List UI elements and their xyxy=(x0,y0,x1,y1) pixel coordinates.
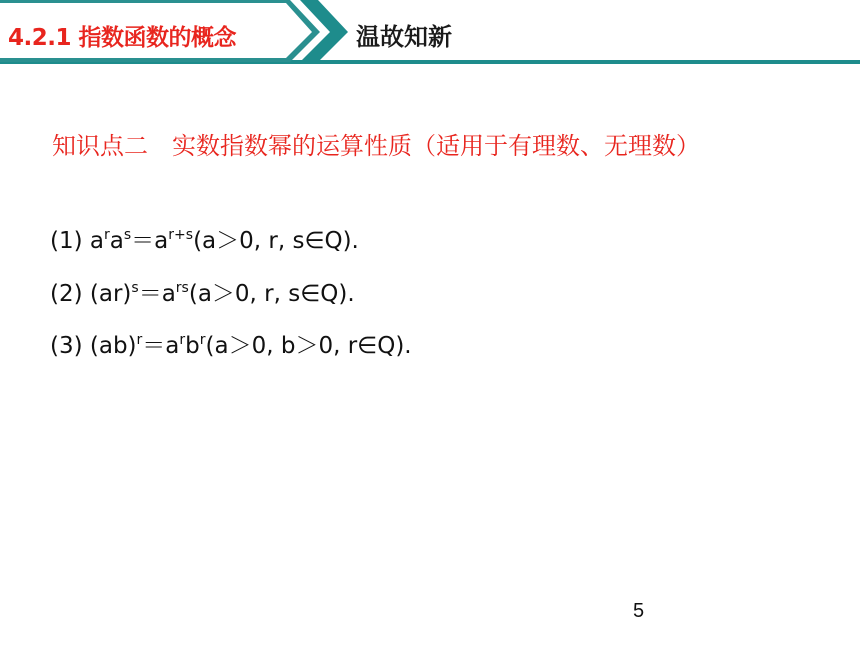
exponent-s: s xyxy=(123,227,132,243)
formula-condition: (a＞0, b＞0, r∈Q). xyxy=(205,333,412,359)
formula-1 xyxy=(50,222,359,255)
header-title: 温故知新 xyxy=(356,23,452,51)
equals-base: ＝a xyxy=(131,228,169,254)
header-bar xyxy=(0,0,860,68)
formula-condition: (a＞0, r, s∈Q). xyxy=(188,281,355,307)
exponent-r: r xyxy=(179,332,186,348)
base-ar: (ar) xyxy=(89,281,132,307)
exponent-r: r xyxy=(199,332,206,348)
knowledge-point-heading: 知识点二 实数指数幂的运算性质（适用于有理数、无理数） xyxy=(52,132,700,160)
formula-condition: (a＞0, r, s∈Q). xyxy=(193,228,359,254)
formula-number: (3) xyxy=(50,333,90,359)
base-a: a xyxy=(109,228,124,254)
formula-3 xyxy=(50,327,412,360)
formula-2 xyxy=(50,275,355,308)
base-b: b xyxy=(185,333,200,359)
equals-base: ＝a xyxy=(142,333,180,359)
equals-base: ＝a xyxy=(138,281,176,307)
exponent-rs: rs xyxy=(175,280,189,296)
exponent-r: r xyxy=(104,227,110,243)
section-label: 4.2.1 指数函数的概念 xyxy=(8,25,236,51)
formula-number: (2) xyxy=(50,281,90,307)
base-ab: (ab) xyxy=(89,333,137,359)
exponent-r-plus-s: r+s xyxy=(168,227,194,243)
formula-number: (1) xyxy=(50,228,90,254)
base-a: a xyxy=(89,228,104,254)
exponent-r: r xyxy=(136,332,143,348)
exponent-s: s xyxy=(131,280,139,296)
page-number: 5 xyxy=(633,600,645,622)
